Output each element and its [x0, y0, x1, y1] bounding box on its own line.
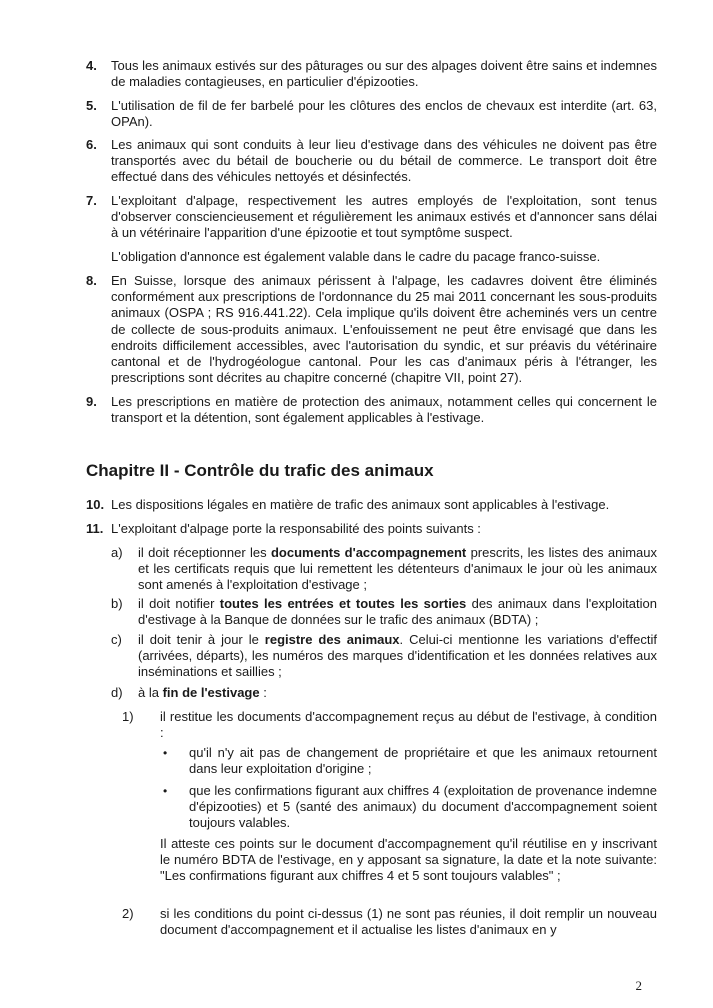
page-number: 2 — [635, 978, 642, 993]
item-text: Les dispositions légales en matière de trafic des animaux sont applicables à l'estivage. — [111, 497, 610, 512]
sub-item-letter: c) — [111, 632, 122, 647]
item-number: 5. — [86, 98, 97, 113]
bullet-text: qu'il n'y ait pas de changement de propriétaire et que les animaux retournent dans leur exploitation d'origine ; — [189, 745, 657, 777]
sub-sub-item-text: si les conditions du point ci-dessus (1) ne sont pas réunies, il doit remplir un nouveau document d'accompagnement et il actualise les listes d'animaux en y — [160, 906, 657, 938]
bullet-text: que les confirmations figurant aux chiffres 4 (exploitation de provenance indemne d'épizooties) et 5 (santé des animaux) du document d'accompagnement soient toujours valables. — [189, 783, 657, 831]
item-number: 6. — [86, 137, 97, 152]
item-number: 7. — [86, 193, 97, 208]
sub-sub-item-number: 2) — [122, 906, 134, 921]
item-number: 8. — [86, 273, 97, 288]
item-text: En Suisse, lorsque des animaux périssent à l'alpage, les cadavres doivent être éliminés conformément aux prescriptions de l'ordonnance du 25 mai 2011 concernant les sous-produits animaux (OSPA ; RS 916.441.22). Cela implique qu'ils doivent être acheminés vers un centre de collecte de sous-produits animaux. L'enfouissement ne peut être envisagé que dans les endroits difficilement accessibles, avec l'autorisation du syndic, et sur préavis du vétérinaire cantonal et de l'hydrogéologue cantonal. Pour les cas d'animaux péris à l'étranger, les prescriptions sont décrites au chapitre concerné (chapitre VII, point 27). — [111, 273, 657, 386]
sub-item-letter: b) — [111, 596, 123, 611]
sub-sub-item-text: il restitue les documents d'accompagnement reçus au début de l'estivage, à condition : — [160, 709, 657, 741]
item-text: L'exploitant d'alpage, respectivement les autres employés de l'exploitation, sont tenus d'observer consciencieusement et régulièrement les animaux estivés et d'annoncer sans délai à un vétérinaire l'apparition d'une épizootie et tout symptôme suspect. — [111, 193, 657, 241]
sub-item-text: il doit notifier toutes les entrées et toutes les sorties des animaux dans l'exploitation d'estivage à la Banque de données sur le trafic des animaux (BDTA) ; — [138, 596, 657, 628]
sub-item-letter: d) — [111, 685, 123, 700]
sub-sub-item-note: Il atteste ces points sur le document d'accompagnement qu'il réutilise en y inscrivant le numéro BDTA de l'estivage, en y apposant sa signature, la date et la note suivante: "Les confirmations figurant aux chiffres 4 et 5 sont toujours valables" ; — [160, 836, 657, 884]
bullet-marker: • — [163, 746, 168, 760]
sub-item-text: il doit tenir à jour le registre des animaux. Celui-ci mentionne les variations d'effectif (arrivées, départs), les numéros des marques d'identification et les données relatives aux inséminations et saillies ; — [138, 632, 657, 680]
item-text: L'exploitant d'alpage porte la responsabilité des points suivants : — [111, 521, 481, 536]
sub-item-text: à la fin de l'estivage : — [138, 685, 267, 700]
item-text: Tous les animaux estivés sur des pâturages ou sur des alpages doivent être sains et indemnes de maladies contagieuses, en particulier d'épizooties. — [111, 58, 657, 90]
item-number: 11. — [86, 521, 104, 536]
item-number: 10. — [86, 497, 105, 512]
item-text: Les animaux qui sont conduits à leur lieu d'estivage dans des véhicules ne doivent pas être transportés avec du bétail de boucherie ou du bétail de commerce. Le transport doit être effectué dans des véhicules nettoyés et désinfectés. — [111, 137, 657, 185]
item-number: 4. — [86, 58, 97, 73]
sub-sub-item-number: 1) — [122, 709, 134, 724]
item-text-note: L'obligation d'annonce est également valable dans le cadre du pacage franco-suisse. — [111, 249, 601, 264]
item-text: L'utilisation de fil de fer barbelé pour les clôtures des enclos de chevaux est interdite (art. 63, OPAn). — [111, 98, 657, 130]
sub-item-letter: a) — [111, 545, 123, 560]
bullet-marker: • — [163, 784, 168, 798]
sub-item-text: il doit réceptionner les documents d'accompagnement prescrits, les listes des animaux et les certificats requis que lui remettent les détenteurs d'animaux le jour où les animaux sont amenés à l'exploitation d'estivage ; — [138, 545, 657, 593]
item-number: 9. — [86, 394, 97, 409]
chapter-title: Chapitre II - Contrôle du trafic des animaux — [86, 461, 434, 480]
item-text: Les prescriptions en matière de protection des animaux, notamment celles qui concernent le transport et la détention, sont également applicables à l'estivage. — [111, 394, 657, 426]
